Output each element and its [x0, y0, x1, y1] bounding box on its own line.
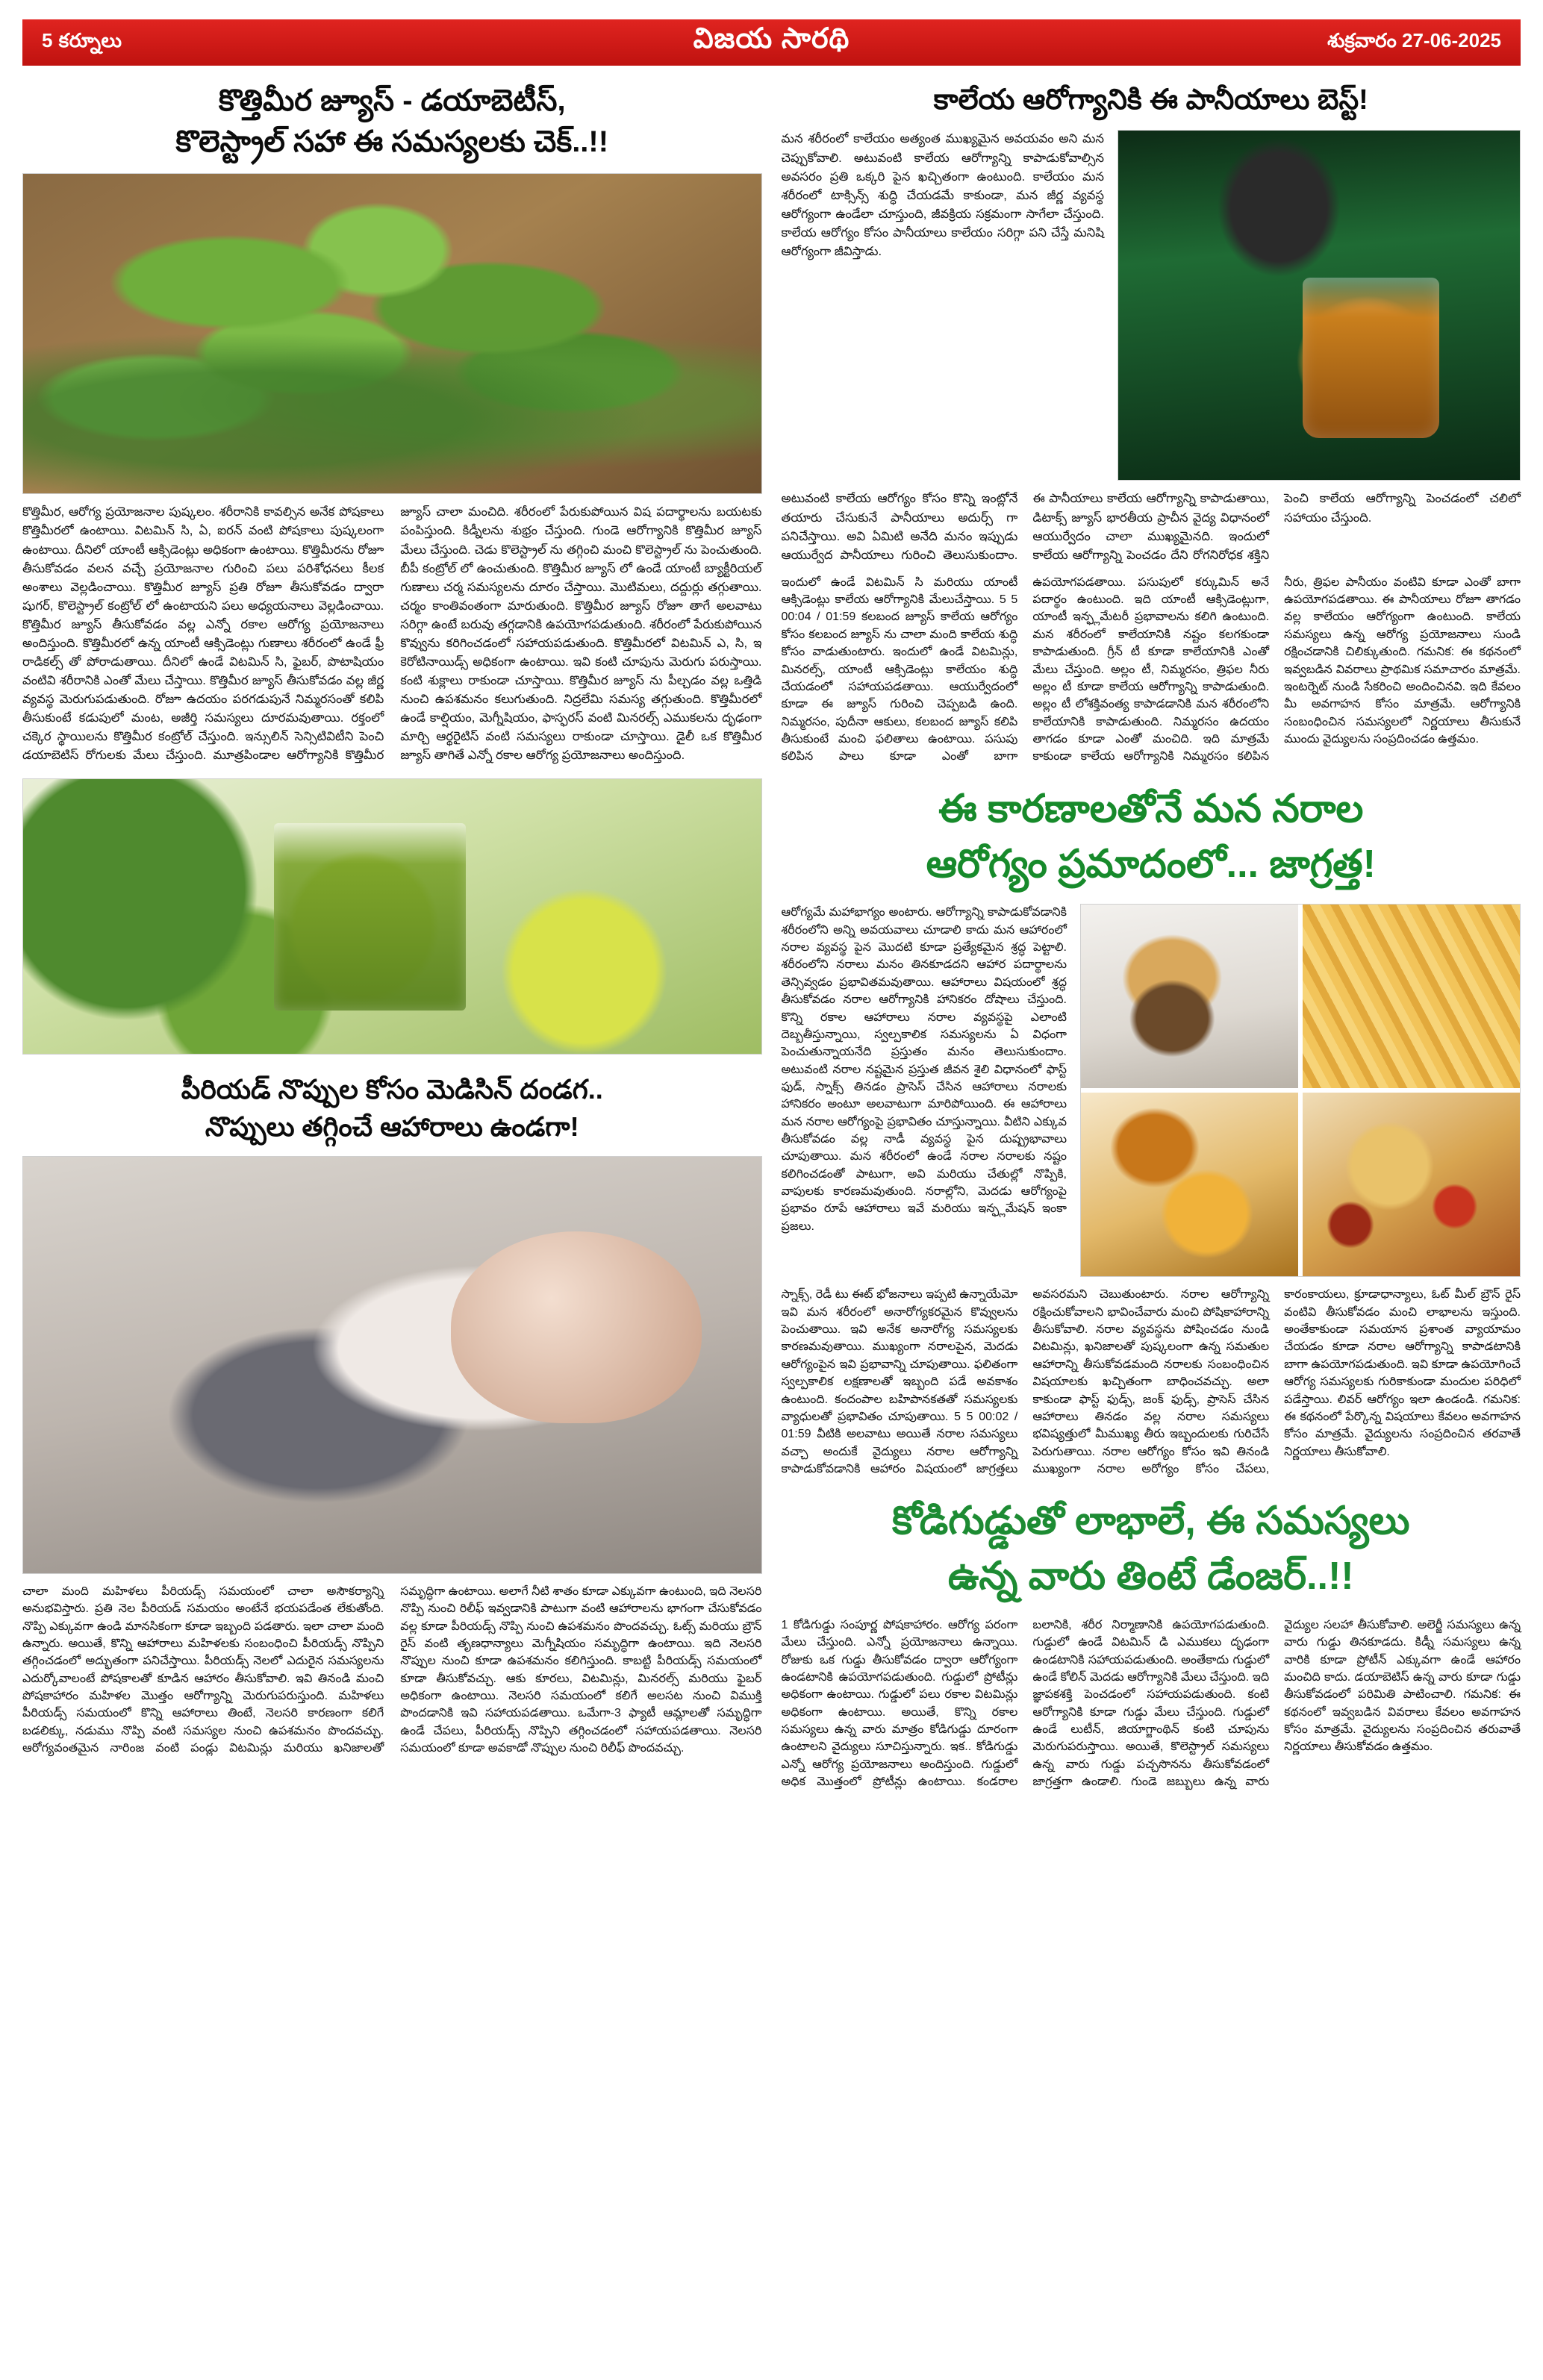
french-fries-photo — [1303, 905, 1520, 1088]
article-coriander-headline — [22, 81, 762, 163]
abdominal-pain-photo — [22, 1156, 762, 1574]
article-liver-body-top: మన శరీరంలో కాలేయం అత్యంత ముఖ్యమైన అవయవం అని మన చెప్పుకోవాలి. అటువంటి కాలేయ ఆరోగ్యాన్ని కాపాడుకోవాల్సిన అవసరం ప్రతి ఒక్కరి పైన ఖచ్చితంగా ఉంటుంది. కాలేయం మన శరీరంలో టాక్సిన్స్ శుద్ధి చేయడమే కాకుండా, మన జీర్ణ వ్యవస్థ ఆరోగ్యంగా ఉండేలా చూస్తుంది, జీవక్రియ సక్రమంగా సాగేలా చేస్తుంది. కాలేయ ఆరోగ్యం కోసం పానీయాలు కాలేయం సరిగ్గా పని చేస్తే మనిషి ఆరోగ్యంగా జీవిస్తాడు. — [781, 132, 1104, 258]
publication-date: శుక్రవారం 27-06-2025 — [1327, 28, 1501, 51]
article-egg-body: 1 కోడిగుడ్డు సంపూర్ణ పోషకాహారం. ఆరోగ్య పరంగా మేలు చేస్తుంది. ఎన్నో ప్రయోజనాలు ఉన్నాయి. రోజుకు ఒక గుడ్డు తీసుకోవడం ద్వారా ఆరోగ్యంగా ఉండటానికి ఉపయోగపడుతుంది. గుడ్డులో ప్రోటీన్లు అధికంగా ఉంటాయి. గుడ్డులో పలు రకాల విటమిన్లు అధికంగా ఉంటాయి. అయితే, కొన్ని రకాల సమస్యలు ఉన్న వారు మాత్రం కోడిగుడ్డు దూరంగా ఉంటాలని వైద్యులు సూచిస్తున్నారు. ఇక.. కోడిగుడ్డు ఎన్నో ఆరోగ్య ప్రయోజనాలు అందిస్తుంది. గుడ్డులో అధిక మొత్తంలో ప్రోటీన్లు ఉంటాయి. కండరాల బలానికి, శరీర నిర్మాణానికి ఉపయోగపడుతుంది. గుడ్డులో ఉండే విటమిన్ డి ఎముకలు దృఢంగా ఉండటానికి సహాయపడుతుంది. అంతేకాదు గుడ్డులో ఉండే కోలిన్ మెదడు ఆరోగ్యానికి మేలు చేస్తుంది. ఇది జ్ఞాపకశక్తి పెంచడంలో సహాయపడుతుంది. కంటి ఆరోగ్యానికి కూడా గుడ్డు మేలు చేస్తుంది. గుడ్డులో ఉండే లుటీన్, జియాగ్జాంథిన్ కంటి చూపును మెరుగుపరుస్తాయి. అయితే, కొలెస్ట్రాల్ సమస్యలు ఉన్న వారు గుడ్డు పచ్చసొనను తీసుకోవడంలో జాగ్రత్తగా ఉండాలి. గుండె జబ్బులు ఉన్న వారు వైద్యుల సలహా తీసుకోవాలి. అలెర్జీ సమస్యలు ఉన్న వారు గుడ్డు తినకూడదు. కిడ్నీ సమస్యలు ఉన్న వారికి కూడా ప్రోటీన్ ఎక్కువగా ఉండే ఆహారం మంచిది కాదు. డయాబెటిస్ ఉన్న వారు కూడా గుడ్డు తీసుకోవడంలో పరిమితి పాటించాలి. గమనిక: ఈ కథనంలో ఇవ్వబడిన వివరాలు కేవలం అవగాహన కోసం మాత్రమే. వైద్యులను సంప్రదించిన తరువాతే నిర్ణయాలు తీసుకోవడం ఉత్తమం. — [781, 1618, 1521, 1789]
junk-food-photo-grid — [1080, 904, 1521, 1277]
article-coriander-body: కొత్తిమీర, ఆరోగ్య ప్రయోజనాల పుష్కలం. శరీరానికి కావల్సిన అనేక పోషకాలు కొత్తిమీరలో ఉంటాయి. విటమిన్ సి, ఏ, ఐరన్ వంటి పోషకాలు పుష్కలంగా ఉంటాయి. దీనిలో యాంటీ ఆక్సిడెంట్లు అధికంగా ఉంటాయి. కొత్తిమీరను రోజూ తీసుకోవడం వలన వచ్చే ప్రయోజనాల గురించి పలు పరిశోధనలు కీలక అంశాలు వెల్లడించాయి. కొత్తిమీర జ్యూస్ ప్రతి రోజూ తీసుకోవడం ద్వారా షుగర్, కొలెస్ట్రాల్ కంట్రోల్ లో ఉంటాయని పలు అధ్యయనాలు వెల్లడించాయి. కొత్తిమీర జ్యూస్ తీసుకోవడం వల్ల ఎన్నో రకాల ఆరోగ్య ప్రయోజనాలు అందిస్తుంది. కొత్తిమీరలో ఉన్న యాంటీ ఆక్సిడెంట్లు గుణాలు శరీరంలో ఉండే ఫ్రీ రాడికల్స్ తో పోరాడుతాయి. దీనిలో ఉండే విటమిన్ సి, ఫైబర్, పొటాషియం వంటివి శరీరానికి ఎంతో మేలు చేస్తాయి. కొత్తిమీర జ్యూస్ తీసుకోవడం వల్ల జీర్ణ వ్యవస్థ మెరుగుపడుతుంది. రోజూ ఉదయం పరగడుపునే నిమ్మరసంతో కలిపి తీసుకుంటే కడుపులో మంట, అజీర్తి సమస్యలు దూరమవుతాయి. రక్తంలో చక్కెర స్థాయిలను కొత్తిమీర కంట్రోల్ చేస్తుంది. ఇన్సులిన్ సెన్సిటివిటీని పెంచి డయాబెటిస్ రోగులకు మేలు చేస్తుంది. మూత్రపిండాల ఆరోగ్యానికి కొత్తిమీర జ్యూస్ చాలా మంచిది. శరీరంలో పేరుకుపోయిన విష పదార్థాలను బయటకు పంపిస్తుంది. కిడ్నీలను శుభ్రం చేస్తుంది. గుండె ఆరోగ్యానికి కొత్తిమీర జ్యూస్ మేలు చేస్తుంది. చెడు కొలెస్ట్రాల్ ను తగ్గించి మంచి కొలెస్ట్రాల్ ను పెంచుతుంది. బీపీ కంట్రోల్ లో ఉంచుతుంది. కొత్తిమీర జ్యూస్ లో ఉండే యాంటీ బ్యాక్టీరియల్ గుణాలు చర్మ సమస్యలను దూరం చేస్తాయి. మొటిమలు, దద్దుర్లు తగ్గుతాయి. చర్మం కాంతివంతంగా మారుతుంది. కొత్తిమీర జ్యూస్ రోజూ తాగే అలవాటు సరిగ్గా ఉంటే బరువు తగ్గడానికి ఉపయోగపడుతుంది. శరీరంలో పేరుకుపోయిన కొవ్వును కరిగించడంలో సహాయపడుతుంది. కొత్తిమీరలో విటమిన్ ఎ, సి, ఇ కెరోటినాయిడ్స్ అధికంగా ఉంటాయి. ఇవి కంటి చూపును మెరుగు పరుస్తాయి. కంటి శుక్లాలు రాకుండా చూస్తాయి. కొత్తిమీర జ్యూస్ ను పీల్చడం వల్ల ఒత్తిడి నుంచి ఉపశమనం కలుగుతుంది. నిద్రలేమి సమస్య తగ్గుతుంది. కొత్తిమీరలో ఉండే కాల్షియం, మెగ్నీషియం, ఫాస్ఫరస్ వంటి మినరల్స్ ఎముకలను దృఢంగా మార్చి ఆర్థరైటిస్ వంటి సమస్యలు రాకుండా చూస్తాయి. డైలీ ఒక కొత్తిమీర జ్యూస్ తాగితే ఎన్నో రకాల ఆరోగ్య ప్రయోజనాలు అందిస్తుంది. — [22, 505, 762, 763]
article-nerves-body-left: ఆరోగ్యమే మహాభాగ్యం అంటారు. ఆరోగ్యాన్ని కాపాడుకోవడానికి శరీరంలోని అన్ని అవయవాలు చూడాలి కాదు మన ఆహారంలో నరాల వ్యవస్థ పైన మొదటి కూడా ప్రత్యేకమైన శ్రద్ధ పెట్టాలి. శరీరంలోని నరాలు మనం తినకూడదని ఆహార పదార్థాలను తెన్సివ్వడం ప్రభావితమవుతాయి. ఆహారాలు విషయంలో శ్రద్ధ తీసుకోవడం నరాల ఆరోగ్యానికి హానికరం దోషాలు చేస్తుంది. కొన్ని రకాల ఆహారాలు నరాల వ్యవస్థపై ఎలాంటి దెబ్బతీస్తున్నాయి, స్వల్పకాలిక సమస్యలను ఏ విధంగా పెంచుతున్నాయనేది ప్రస్తుతం మనం తెలుసుకుందాం. అటువంటి నరాల నష్టమైన ప్రస్తుత జీవన శైలి విధానంలో ఫాస్ట్ ఫుడ్, స్నాక్స్ తినడం ప్రాసెస్ చేసిన ఆహారాలు నరాలకు హానికరం అంటూ అలవాటుగా మారిపోయింది. ఈ ఆహారాలు మన నరాల ఆరోగ్యంపై ప్రభావితం చూస్తున్నాయి. వీటిని ఎక్కువ తీసుకోవడం వల్ల నాడీ వ్యవస్థ పైన దుష్ప్రభావాలు చూపుతాయి. మన శరీరంలో ఉండే నరాల నరాలకు నష్టం కలిగించడంతో పాటుగా, అవి మరియు చేతుల్లో నొప్పికి, వాపులకు కారణమవుతుంది. నరాల్లోని, మెదడు ఆరోగ్యంపై ప్రభావం రూపే ఆహారాలు ఇవే మరియు ఇన్ఫ్లమేషన్ ఇంకా ప్రజలు. — [781, 906, 1067, 1233]
right-column — [782, 78, 1521, 1791]
article-egg-headline — [782, 1494, 1521, 1605]
pizza-photo — [1303, 1093, 1520, 1276]
headline-line-2: కొలెస్ట్రాల్ సహా ఈ సమస్యలకు చెక్..!! — [175, 125, 609, 159]
article-liver-headline: కాలేయ ఆరోగ్యానికి ఈ పానీయాలు బెస్ట్! — [933, 84, 1368, 116]
headline-line-1: కోడిగుడ్డుతో లాభాలే, ఈ సమస్యలు — [892, 1499, 1410, 1543]
article-nerves-body-bottom: స్నాక్స్, రెడీ టు ఈట్ భోజనాలు ఇప్పటి ఉన్నాయేమో ఇవి మన శరీరంలో అనారోగ్యకరమైన కొవ్వులను పెంచుతాయి. ఇవి అనేక అనారోగ్య సమస్యలకు కారణమవుతాయి. ముఖ్యంగా నరాలపైన, మెదడు ఆరోగ్యంపైన ఇవి ప్రభావాన్ని చూపుతాయి. ఫలితంగా స్వల్పకాలిక లక్షణాలతో ఇబ్బంది పడే అవకాశం ఉంటుంది. కందంపాల బహిపానకతతో సమస్యలకు వ్యాధులతో ప్రభావితం చూపుతాయి. 5 5 00:02 / 01:59 వీటికి అలవాటు అయితే నరాల సమస్యలు వచ్చా అందుకే వైద్యులు నరాల ఆరోగ్యాన్ని కాపాడుకోవడానికి ఆహారం విషయంలో జాగ్రత్తలు అవసరమని చెబుతుంటారు. నరాల ఆరోగ్యాన్ని రక్షించుకోవాలని భావించేవారు మంచి పోషికాహారాన్ని తీసుకోవాలి. నరాల వ్యవస్థను పోషించడం నుండి విటమిన్లు, ఖనిజాలతో పుష్కలంగా ఉన్న సమతుల ఆహారాన్ని తీసుకోవడమంది నరాలకు సంబంధించిన విషయాలకు ఖచ్చితంగా బాధించవచ్చు. అలా కాకుండా ఫాస్ట్ ఫుడ్స్, జంక్ ఫుడ్స్, ప్రాసెస్ చేసిన ఆహారాలు తినడం వల్ల నరాల సమస్యలు భవిష్యత్తులో మీముఖ్య తీరు ఇబ్బందులకు గురిచేసే పెరుగుతాయి. నరాల ఆరోగ్యం కోసం ఇవి తినండి ముఖ్యంగా నరాల అరోగ్యం కోసం చేపలు, కారంకాయలు, క్రూడాధాన్యాలు, ఓట్ మీల్ బ్రౌన్ రైస్ వంటివి తీసుకోవడం మంచి లాభాలను ఇస్తుంది. అంతేకాకుండా సమయాన ప్రశాంత వ్యాయామం చేయడం కూడా నరాల ఆరోగ్యాన్ని కాపాడటానికి బాగా ఉపయోగపడుతుంది. ఇవి కూడా ఉపయోగించే ఆరోగ్య సమస్యలకు గురికాకుండా మందుల పరిధిలో పడేస్తాయి. లివర్ ఆరోగ్యం ఇలా ఉండండి. గమనిక: ఈ కథనంలో పేర్కొన్న విషయాలు కేవలం అవగాహన కోసం మాత్రమే. వైద్యులను సంప్రదించిన తరవాతే నిర్ణయాలు తీసుకోవాలి. — [781, 1288, 1521, 1475]
herbal-tea-photo — [1117, 130, 1521, 481]
left-column — [22, 78, 762, 1791]
headline-line-2: ఆరోగ్యం ప్రమాదంలో... జాగ్రత్త! — [926, 842, 1376, 886]
burger-photo — [1081, 905, 1298, 1088]
coriander-juice-photo — [22, 778, 762, 1055]
page-content — [22, 66, 1521, 1791]
liver-intro-row — [782, 130, 1521, 481]
article-period-headline — [22, 1071, 762, 1145]
masthead — [22, 19, 1521, 66]
headline-line-1: ఈ కారణాలతోనే మన నరాల — [938, 787, 1364, 831]
article-liver-body-bottom: ఇందులో ఉండే విటమిన్ సి మరియు యాంటీ ఆక్సిడెంట్లు కాలేయ ఆరోగ్యానికి మేలుచేస్తాయి. 5 5 00:04 / 01:59 కలబంద జ్యూస్ కాలేయ ఆరోగ్యం కోసం కలబంద జ్యూస్ ను చాలా మంది కాలేయ శుద్ధి కోసం వాడుతుంటారు. ఇందులో ఉండే విటమిన్లు, మినరల్స్, యాంటీ ఆక్సిడెంట్లు కాలేయం శుద్ధి చేయడంలో సహాయపడతాయి. ఆయుర్వేదంలో కూడా ఈ జ్యూస్ గురించి చెప్పబడి ఉంది. నిమ్మరసం, పుదీనా ఆకులు, కలబంద జ్యూస్ కలిపి తీసుకుంటే మంచి ఫలితాలు ఉంటాయి. పసుపు కలిపిన పాలు కూడా ఎంతో బాగా ఉపయోగపడతాయి. పసుపులో కర్కుమిన్ అనే పదార్థం ఉంటుంది. ఇది యాంటీ ఆక్సిడెంట్లుగా, యాంటీ ఇన్ఫ్లమేటరీ ప్రభావాలను కలిగి ఉంటుంది. మన శరీరంలో కాలేయానికి నష్టం కలగకుండా కాపాడుతుంది. గ్రీన్ టీ కూడా కాలేయానికి ఎంతో మేలు చేస్తుంది. అల్లం టీ, నిమ్మరసం, త్రిఫల నీరు అల్లం టీ కూడా కాలేయ ఆరోగ్యాన్ని కాపాడుతుంది. అల్లం టీ లోశక్తివంత్య కాపాడడానికి మన శరీరంలోని కాలేయానికి కాపాడుతుంది. నిమ్మరసం ఉదయం తాగడం కూడా ఎంతో మంచిది. ఇది మాత్రమే కాకుండా కాలేయ ఆరోగ్యానికి నిమ్మరసం కలిపిన నీరు, త్రిఫల పానీయం వంటివి కూడా ఎంతో బాగా ఉపయోగపడతాయి. ఈ పానీయాలు రోజూ తాగడం వల్ల కాలేయం ఆరోగ్యంగా ఉంటుంది. కాలేయ సమస్యలు ఉన్న ఆరోగ్య ప్రయోజనాలు సుండి రక్షించడానికి చిలిక్కుతుంది. గమనిక: ఈ కథనంలో ఇవ్వబడిన వివరాలు ప్రాథమిక సమాచారం మాత్రమే. ఇంటర్నెట్ నుండి సేకరించి అందించినవి. ఇది కేవలం మీ అవగాహన కోసం మాత్రమే. ఆరోగ్యానికి సంబంధించిన సమస్యలలో నిర్ణయాలు తీసుకునే ముందు వైద్యులను సంప్రదించడం ఉత్తమం. — [781, 575, 1521, 763]
coriander-photo — [22, 173, 762, 494]
page-number-label: 5 కర్నూలు — [42, 28, 122, 51]
article-liver-body-wrap: అటువంటి కాలేయ ఆరోగ్యం కోసం కొన్ని ఇంట్లోనే తయారు చేసుకునే పానీయాలు అదుర్స్ గా పనిచేస్తాయి. అవి ఏమిటి అనేది మనం ఇప్పుడు ఆయుర్వేద పానీయాలు గురించి తెలుసుకుందాం. ఈ పానీయాలు కాలేయ ఆరోగ్యాన్ని కాపాడుతాయి, డిటాక్స్ జ్యూస్ భారతీయ ప్రాచీన వైద్య విధానంలో ఆయుర్వేదం చాలా ముఖ్యమైనది. ఇందులో కాలేయ ఆరోగ్యాన్ని పెంచడం దేని రోగనిరోధక శక్తిని పెంచి కాలేయ ఆరోగ్యాన్ని పెంచడంలో చలిలో సహాయం చేస్తుంది. — [781, 492, 1521, 562]
nerves-intro-row — [782, 904, 1521, 1277]
cooking-oil-photo — [1081, 1093, 1298, 1276]
headline-line-1: కొత్తిమీర జ్యూస్ - డయాబెటీస్, — [218, 84, 566, 117]
article-period-body: చాలా మంది మహిళలు పీరియడ్స్ సమయంలో చాలా అసౌకర్యాన్ని అనుభవిస్తారు. ప్రతి నెల పీరియడ్ సమయం అంటేనే భయపడేంత లేకుతోంది. నొప్పి ఎక్కువగా ఉండి మానసికంగా కూడా ఇబ్బంది పడతారు. ఇలా చాలా మంది ఉన్నారు. అయితే, కొన్ని ఆహారాలు మహిళలకు సంబంధించి పీరియడ్స్ నొప్పిని తగ్గించడంలో అద్భుతంగా పనిచేస్తాయి. పీరియడ్స్ నెలలో ఎదురైన సమస్యలను ఎదుర్కోవాలంటే పోషకాలతో కూడిన ఆహారం తీసుకోవాలి. ఇవి తినండి మంచి పోషకాహారం మహిళల మొత్తం ఆరోగ్యాన్ని మెరుగుపరుస్తుంది. మహిళలు పీరియడ్స్ సమయంలో కొన్ని ఆహారాలు తింటే, నెలసరి కారణంగా కలిగే బడలిక్కు, నడుము నొప్పి వంటి సమస్యల నుంచి ఉపశమనం పొందవచ్చు. ఆరోగ్యవంతమైన నారింజ వంటి పండ్లు విటమిన్లు మరియు ఖనిజాలతో సమృద్ధిగా ఉంటాయి. అలాగే నీటి శాతం కూడా ఎక్కువగా ఉంటుంది, ఇది నెలసరి నొప్పి నుంచి రిలీఫ్ ఇవ్వడానికి పాటుగా వంటి ఆహారాలను భాగంగా చేసుకోవడం వల్ల కూడా పీరియడ్స్ నొప్పి నుంచి ఉపశమనం పొందవచ్చు. ఓట్స్ మరియు బ్రౌన్ రైస్ వంటి తృణధాన్యాలు మెగ్నీషియం సమృద్ధిగా ఉంటాయి. ఇది నెలసరి నొప్పుల నుంచి కూడా ఉపశమనం కలిగిస్తుంది. కాబట్టి పీరియడ్స్ సమయంలో కూడా తీసుకోవచ్చు. ఆకు కూరలు, విటమిన్లు, మినరల్స్ మరియు ఫైబర్ అధికంగా ఉంటాయి. నెలసరి సమయంలో కలిగే అలసట నుంచి విముక్తి పొందడానికి ఇవి సహాయపడతాయి. ఒమేగా-3 ఫ్యాటీ ఆమ్లాలతో సమృద్ధిగా ఉండే చేపలు, పీరియడ్స్ నొప్పిని తగ్గించడంలో సహాయపడతాయి. నెలసరి సమయంలో కూడా అవకాడో నొప్పుల నుంచి రిలీఫ్ పొందవచ్చు. — [22, 1584, 762, 1755]
headline-line-1: పీరియడ్ నొప్పుల కోసం మెడిసిన్ దండగ.. — [181, 1074, 603, 1105]
article-nerves-headline — [782, 782, 1521, 893]
headline-line-2: ఉన్న వారు తింటే డేంజర్..!! — [947, 1555, 1354, 1599]
headline-line-2: నొప్పులు తగ్గించే ఆహారాలు ఉండగా! — [205, 1111, 579, 1143]
paper-title: విజయ సారథి — [693, 23, 850, 54]
